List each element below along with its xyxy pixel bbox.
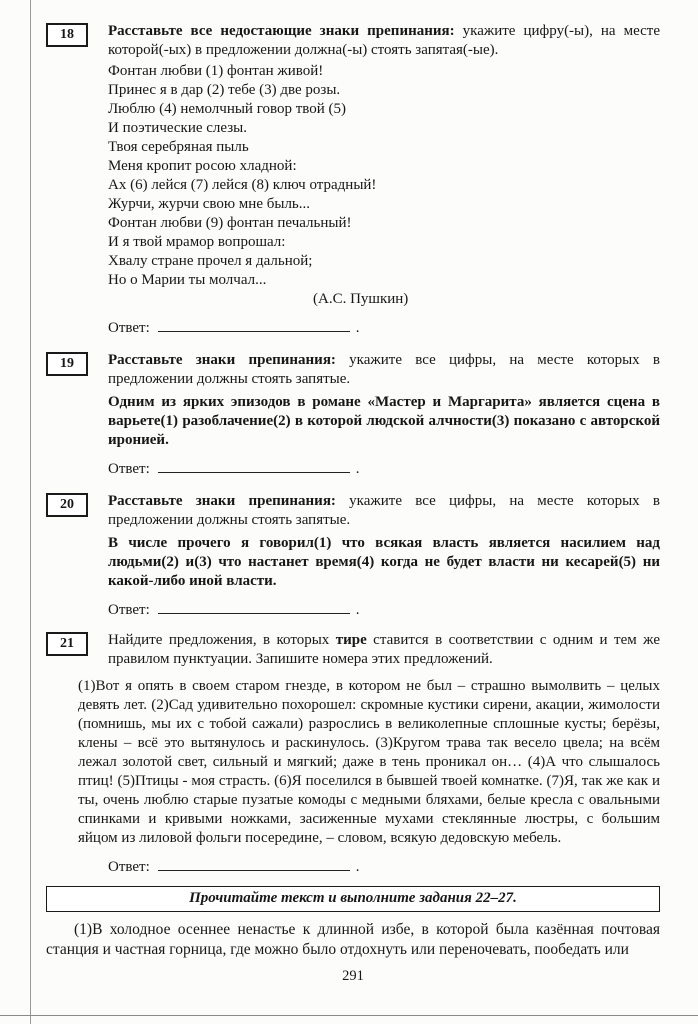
poem-line: Ах (6) лейся (7) лейся (8) ключ отрадный!: [108, 177, 377, 193]
task-19-intro-rest: укажите все цифры, на месте которых в предложении должны стоять запятые.: [108, 352, 660, 387]
answer-label: Ответ:: [108, 461, 150, 477]
answer-period: .: [355, 461, 360, 477]
task-18-answer-row: [108, 318, 660, 337]
task-21: [46, 631, 660, 876]
task-20-intro: [108, 492, 660, 530]
task-21-intro-post: ставится в соответствии с одним и тем же правилом пунктуации. Запишите номера этих предложений.: [108, 632, 660, 667]
answer-period: .: [355, 320, 360, 336]
task-18-poem: [108, 62, 660, 290]
task-19-body: [108, 351, 660, 478]
answer-blank: [158, 857, 350, 871]
reading-instruction-banner: Прочитайте текст и выполните задания 22–27.: [46, 886, 660, 912]
answer-period: .: [355, 859, 360, 875]
task-18: [46, 22, 660, 337]
task-21-number-box: 21: [46, 632, 88, 656]
task-18-body: [108, 22, 660, 337]
task-18-intro: [108, 22, 660, 60]
task-20-number-box: 20: [46, 493, 88, 517]
task-20-body: [108, 492, 660, 619]
answer-period: .: [355, 602, 360, 618]
poem-line: Твоя серебряная пыль: [108, 139, 249, 155]
task-19-answer-row: [108, 459, 660, 478]
bottom-page-rule: [0, 1015, 698, 1016]
task-20-intro-bold: Расставьте знаки препинания:: [108, 493, 336, 509]
poem-attribution: (А.С. Пушкин): [313, 291, 409, 307]
answer-label: Ответ:: [108, 859, 150, 875]
poem-line: Фонтан любви (9) фонтан печальный!: [108, 215, 352, 231]
task-20-intro-rest: укажите все цифры, на месте которых в предложении должны стоять запятые.: [108, 493, 660, 528]
task-20: [46, 492, 660, 619]
task-18-intro-bold: Расставьте все недостающие знаки препинания:: [108, 23, 455, 39]
task-21-intro-pre: Найдите предложения, в которых: [108, 632, 336, 648]
task-18-number-box: 18: [46, 23, 88, 47]
task-21-body: [78, 631, 660, 876]
task-19-sentence: Одним из ярких эпизодов в романе «Мастер и Маргарита» является сцена в варьете(1) разоблачение(2) в которой людской алчности(3) показано с авторской иронией.: [108, 394, 660, 448]
task-20-answer-row: [108, 600, 660, 619]
task-20-sentence: В числе прочего я говорил(1) что всякая власть является насилием над людьми(2) и(3) что настанет время(4) когда не будет власти ни кесарей(5) ни какой-либо иной власти.: [108, 535, 660, 589]
poem-line: Хвалу стране прочел я дальной;: [108, 253, 313, 269]
task-21-intro: [108, 631, 660, 669]
poem-line: И я твой мрамор вопрошал:: [108, 234, 286, 250]
poem-line: Люблю (4) немолчный говор твой (5): [108, 101, 347, 117]
answer-blank: [158, 318, 350, 332]
task-21-intro-bold: тире: [335, 632, 367, 648]
page-number: 291: [342, 968, 364, 984]
answer-label: Ответ:: [108, 602, 150, 618]
task-19-intro-bold: Расставьте знаки препинания:: [108, 352, 336, 368]
answer-label: Ответ:: [108, 320, 150, 336]
poem-line: Фонтан любви (1) фонтан живой!: [108, 63, 324, 79]
task-19-number-box: 19: [46, 352, 88, 376]
answer-blank: [158, 459, 350, 473]
poem-line: Меня кропит росою хладной:: [108, 158, 297, 174]
poem-line: Принес я в дар (2) тебе (3) две розы.: [108, 82, 341, 98]
poem-line: И поэтические слезы.: [108, 120, 248, 136]
task-19-intro: [108, 351, 660, 389]
task-21-text: (1)Вот я опять в своем старом гнезде, в котором не был – страшно вымолвить – целых девять лет. (2)Сад удивительно похорошел: скромные кустики сирени, акации, жимолости (помнишь, мы их с тобой сажали) разрослись в великолепные сплошные кусты; берёзы, клены – всё это вытянулось и раскинулось. (3)Кругом трава так весело цвела; на всём лежал золотой свет, сильный и мягкий; даже в тень проникал он… (4)А что слышалось птиц! (5)Птицы - моя страсть. (6)Я поселился в бывшей твоей комнатке. (7)Я, так же как и ты, очень люблю старые пузатые комоды с медными бляхами, белые кресла с овальными спинками и кривыми ножками, засиженные мухами стеклянные люстры, с большим яйцом из лиловой фольги посередине, – словом, всякую дедовскую мебель.: [78, 678, 660, 846]
task-19: [46, 351, 660, 478]
task-21-answer-row: [108, 857, 660, 876]
task-18-intro-rest: укажите цифру(-ы), на месте которой(-ых) в предложении должна(-ы) стоять запятая(-ые).: [108, 23, 660, 58]
answer-blank: [158, 600, 350, 614]
poem-line: Но о Марии ты молчал...: [108, 272, 267, 288]
poem-line: Журчи, журчи свою мне быль...: [108, 196, 311, 212]
reading-passage: (1)В холодное осеннее ненастье к длинной избе, в которой была казённая почтовая станция и частная горница, где можно было отдохнуть или переночевать, пообедать или: [46, 921, 660, 958]
